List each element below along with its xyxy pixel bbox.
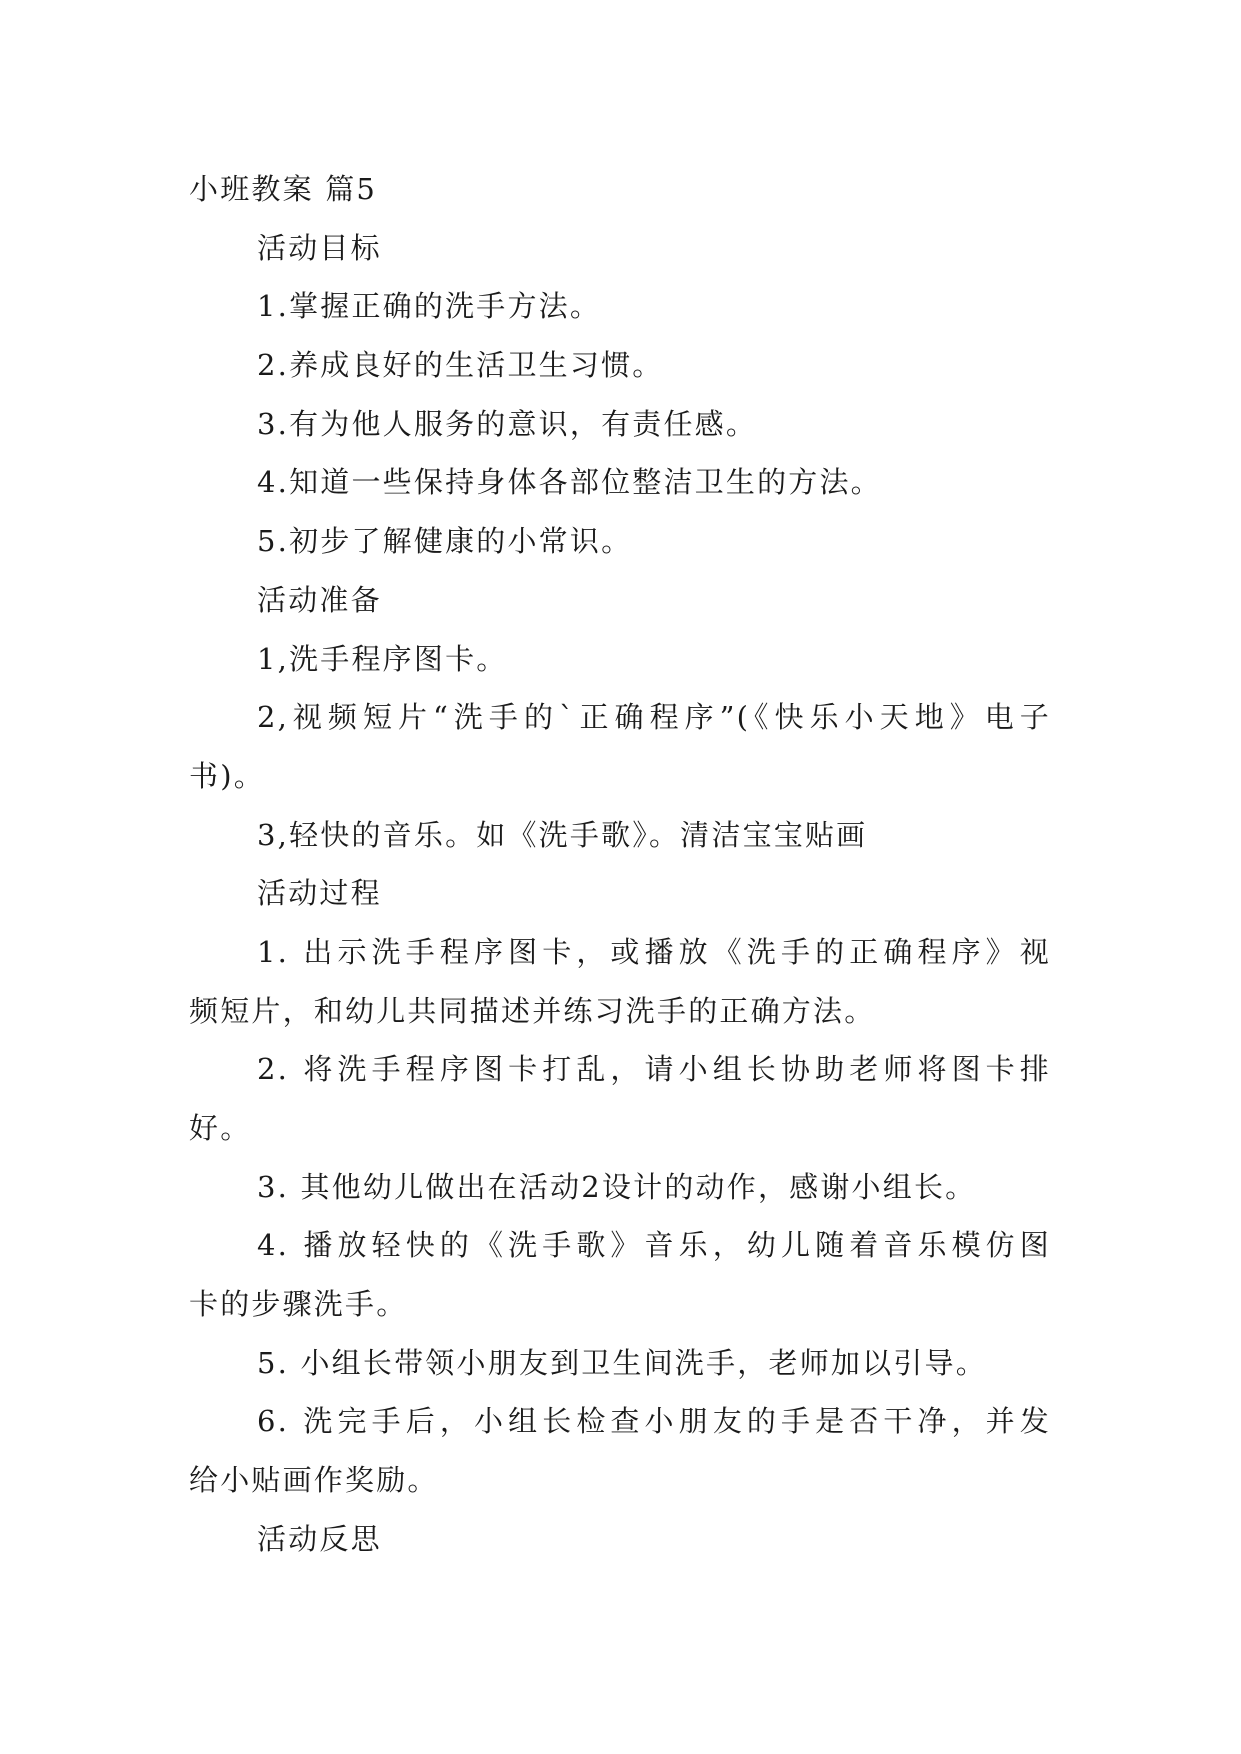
reflection-heading: 活动反思	[257, 1521, 382, 1556]
process-step-continuation: 频短片，和幼儿共同描述并练习洗手的正确方法。	[189, 993, 876, 1028]
goals-heading: 活动目标	[257, 230, 382, 265]
process-step: 5. 小组长带领小朋友到卫生间洗手，老师加以引导。	[257, 1345, 987, 1380]
process-step: 4. 播放轻快的《洗手歌》音乐，幼儿随着音乐模仿图	[257, 1228, 1051, 1263]
goal-item: 1.掌握正确的洗手方法。	[257, 289, 602, 324]
process-step: 3. 其他幼儿做出在活动2设计的动作，感谢小组长。	[257, 1169, 977, 1204]
process-heading: 活动过程	[257, 876, 382, 911]
process-step-continuation: 给小贴画作奖励。	[189, 1463, 439, 1498]
goal-item: 4.知道一些保持身体各部位整洁卫生的方法。	[257, 465, 882, 500]
process-step-continuation: 好。	[189, 1111, 252, 1145]
process-step: 1. 出示洗手程序图卡，或播放《洗手的正确程序》视	[257, 934, 1051, 969]
prep-item: 2,视频短片“洗手的`正确程序”(《快乐小天地》电子	[257, 700, 1051, 735]
prep-item: 3,轻快的音乐。如《洗手歌》。清洁宝宝贴画	[257, 817, 868, 852]
process-step: 6. 洗完手后，小组长检查小朋友的手是否干净，并发	[257, 1404, 1051, 1439]
document-title: 小班教案 篇5	[189, 172, 378, 206]
process-step-continuation: 卡的步骤洗手。	[189, 1287, 408, 1322]
goal-item: 3.有为他人服务的意识，有责任感。	[257, 406, 758, 441]
prep-heading: 活动准备	[257, 582, 382, 617]
goal-item: 2.养成良好的生活卫生习惯。	[257, 348, 664, 383]
document-body	[189, 160, 1051, 1569]
prep-item: 1,洗手程序图卡。	[257, 641, 508, 676]
goal-item: 5.初步了解健康的小常识。	[257, 524, 633, 559]
process-step: 2. 将洗手程序图卡打乱，请小组长协助老师将图卡排	[257, 1052, 1051, 1087]
prep-item-continuation: 书)。	[189, 758, 265, 793]
